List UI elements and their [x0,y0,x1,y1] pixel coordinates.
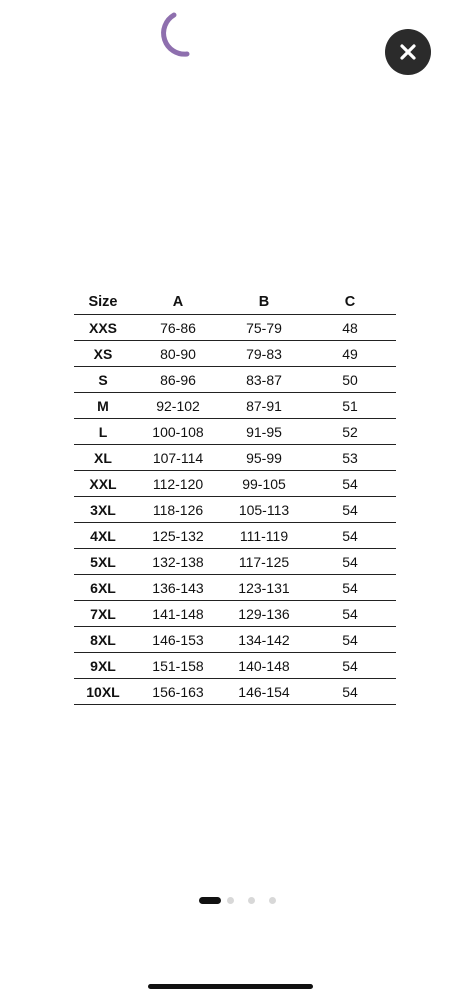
measure-b-cell: 105-113 [224,497,304,523]
pagination-dot[interactable] [199,897,221,904]
table-row [74,549,396,575]
size-chart-image [62,270,398,722]
column-header-a: A [132,290,224,315]
measure-a-cell: 141-148 [132,601,224,627]
measure-b-cell: 83-87 [224,367,304,393]
measure-b-cell: 91-95 [224,419,304,445]
measure-b-cell: 140-148 [224,653,304,679]
measure-b-cell: 123-131 [224,575,304,601]
measure-b-cell: 146-154 [224,679,304,705]
measure-c-cell: 54 [304,497,396,523]
close-button[interactable] [385,29,431,75]
measure-a-cell: 112-120 [132,471,224,497]
measure-b-cell: 117-125 [224,549,304,575]
home-indicator[interactable] [148,984,313,989]
measure-c-cell: 54 [304,549,396,575]
measure-b-cell: 95-99 [224,445,304,471]
measure-a-cell: 76-86 [132,315,224,341]
measure-b-cell: 134-142 [224,627,304,653]
table-row [74,523,396,549]
size-cell: 8XL [74,627,132,653]
table-row [74,497,396,523]
measure-a-cell: 118-126 [132,497,224,523]
size-cell: 9XL [74,653,132,679]
table-header-row [74,290,396,315]
table-row [74,601,396,627]
table-row [74,445,396,471]
size-cell: L [74,419,132,445]
pagination-dot[interactable] [248,897,255,904]
measure-a-cell: 132-138 [132,549,224,575]
measure-c-cell: 50 [304,367,396,393]
table-row [74,679,396,705]
size-cell: M [74,393,132,419]
measure-a-cell: 80-90 [132,341,224,367]
table-row [74,419,396,445]
table-row [74,627,396,653]
measure-b-cell: 75-79 [224,315,304,341]
size-cell: 10XL [74,679,132,705]
measure-a-cell: 92-102 [132,393,224,419]
measure-a-cell: 100-108 [132,419,224,445]
measure-b-cell: 111-119 [224,523,304,549]
table-row [74,393,396,419]
measure-c-cell: 54 [304,575,396,601]
size-chart-table [74,290,396,705]
table-row [74,315,396,341]
measure-c-cell: 49 [304,341,396,367]
measure-c-cell: 51 [304,393,396,419]
measure-a-cell: 156-163 [132,679,224,705]
size-cell: 5XL [74,549,132,575]
measure-b-cell: 87-91 [224,393,304,419]
measure-c-cell: 48 [304,315,396,341]
measure-a-cell: 125-132 [132,523,224,549]
size-cell: XXL [74,471,132,497]
measure-b-cell: 99-105 [224,471,304,497]
measure-c-cell: 54 [304,471,396,497]
pagination-dot[interactable] [269,897,276,904]
measure-c-cell: 54 [304,601,396,627]
measure-a-cell: 136-143 [132,575,224,601]
measure-a-cell: 151-158 [132,653,224,679]
measure-c-cell: 53 [304,445,396,471]
measure-a-cell: 146-153 [132,627,224,653]
column-header-c: C [304,290,396,315]
close-icon [399,43,417,61]
measure-c-cell: 54 [304,627,396,653]
measure-a-cell: 107-114 [132,445,224,471]
measure-b-cell: 129-136 [224,601,304,627]
table-row [74,653,396,679]
size-cell: 6XL [74,575,132,601]
measure-c-cell: 54 [304,679,396,705]
column-header-size: Size [74,290,132,315]
image-pagination [0,896,461,906]
measure-a-cell: 86-96 [132,367,224,393]
loading-spinner-icon [150,10,202,62]
measure-c-cell: 54 [304,653,396,679]
column-header-b: B [224,290,304,315]
size-cell: XS [74,341,132,367]
size-cell: XL [74,445,132,471]
size-cell: 3XL [74,497,132,523]
size-cell: 4XL [74,523,132,549]
table-row [74,367,396,393]
table-row [74,341,396,367]
size-cell: 7XL [74,601,132,627]
table-row [74,471,396,497]
size-cell: S [74,367,132,393]
measure-c-cell: 52 [304,419,396,445]
size-cell: XXS [74,315,132,341]
measure-b-cell: 79-83 [224,341,304,367]
pagination-dot[interactable] [227,897,234,904]
measure-c-cell: 54 [304,523,396,549]
table-row [74,575,396,601]
